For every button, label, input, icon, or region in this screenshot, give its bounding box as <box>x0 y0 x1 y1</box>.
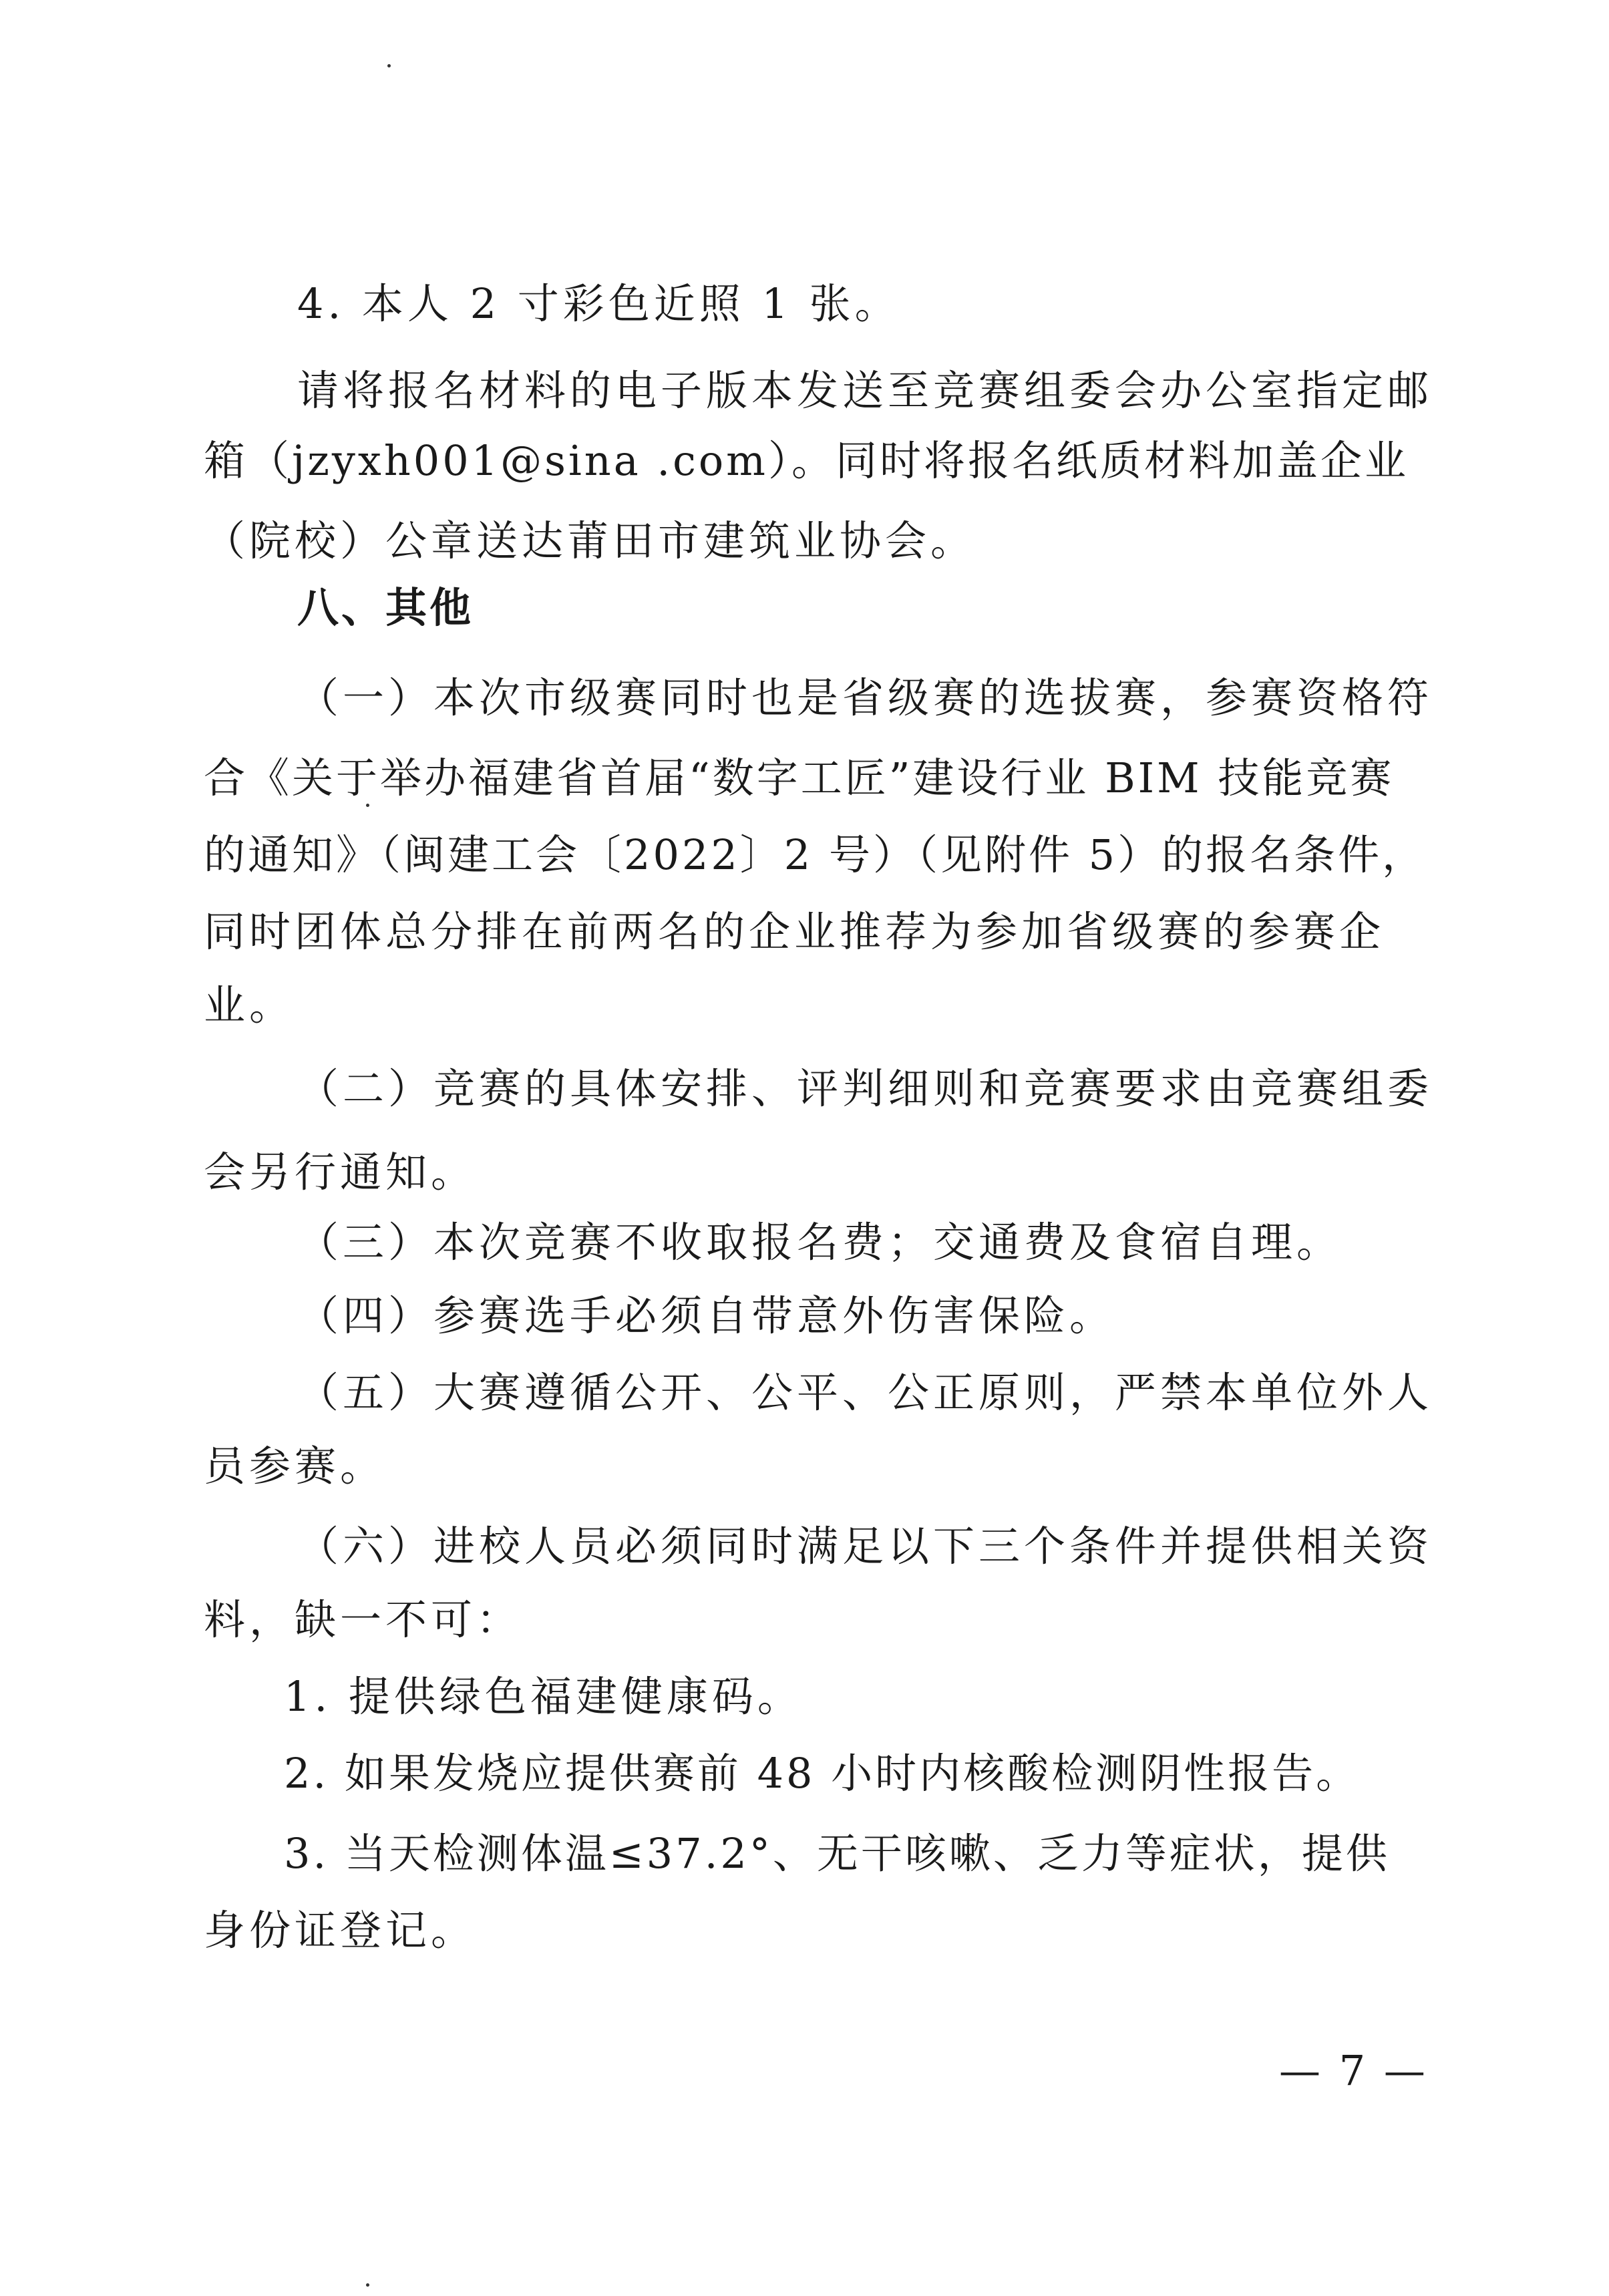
clause-1-line-3: 的通知》（闽建工会〔2022〕2 号）（见附件 5）的报名条件， <box>204 830 1427 879</box>
page-number: — 7 — <box>1279 2046 1428 2095</box>
clause-2-line-1: （二）竞赛的具体安排、评判细则和竞赛要求由竞赛组委 <box>297 1064 1433 1113</box>
clause-5-line-1: （五）大赛遵循公开、公平、公正原则，严禁本单位外人 <box>297 1368 1433 1417</box>
clause-6-line-2: 料，缺一不可： <box>204 1595 522 1644</box>
clause-5-line-2: 员参赛。 <box>204 1442 386 1490</box>
section-heading-other: 八、其他 <box>297 583 474 632</box>
paragraph-submission-line-1: 请将报名材料的电子版本发送至竞赛组委会办公室指定邮 <box>297 366 1433 415</box>
clause-3: （三）本次竞赛不收取报名费；交通费及食宿自理。 <box>297 1218 1343 1267</box>
scan-speck <box>387 64 391 67</box>
condition-3-line-2: 身份证登记。 <box>204 1906 477 1955</box>
condition-3-line-1: 3. 当天检测体温≤37.2°、无干咳嗽、乏力等症状，提供 <box>284 1829 1390 1878</box>
paragraph-submission-line-3: （院校）公章送达莆田市建筑业协会。 <box>204 516 976 565</box>
clause-1-line-2: 合《关于举办福建省首届“数字工匠”建设行业 BIM 技能竞赛 <box>204 754 1395 802</box>
clause-1-line-4: 同时团体总分排在前两名的企业推荐为参加省级赛的参赛企 <box>204 907 1385 956</box>
clause-4: （四）参赛选手必须自带意外伤害保险。 <box>297 1291 1115 1340</box>
clause-1-line-5: 业。 <box>204 981 295 1029</box>
clause-1-line-1: （一）本次市级赛同时也是省级赛的选拔赛，参赛资格符 <box>297 673 1433 722</box>
item-photo-requirement: 4. 本人 2 寸彩色近照 1 张。 <box>297 279 900 328</box>
clause-6-line-1: （六）进校人员必须同时满足以下三个条件并提供相关资 <box>297 1522 1433 1571</box>
scan-speck <box>366 2283 369 2287</box>
condition-2: 2. 如果发烧应提供赛前 48 小时内核酸检测阴性报告。 <box>284 1749 1361 1798</box>
clause-2-line-2: 会另行通知。 <box>204 1148 477 1196</box>
paragraph-submission-line-2: 箱（jzyxh001@sina .com）。同时将报名纸质材料加盖企业 <box>204 436 1409 485</box>
condition-1: 1. 提供绿色福建健康码。 <box>284 1672 803 1721</box>
